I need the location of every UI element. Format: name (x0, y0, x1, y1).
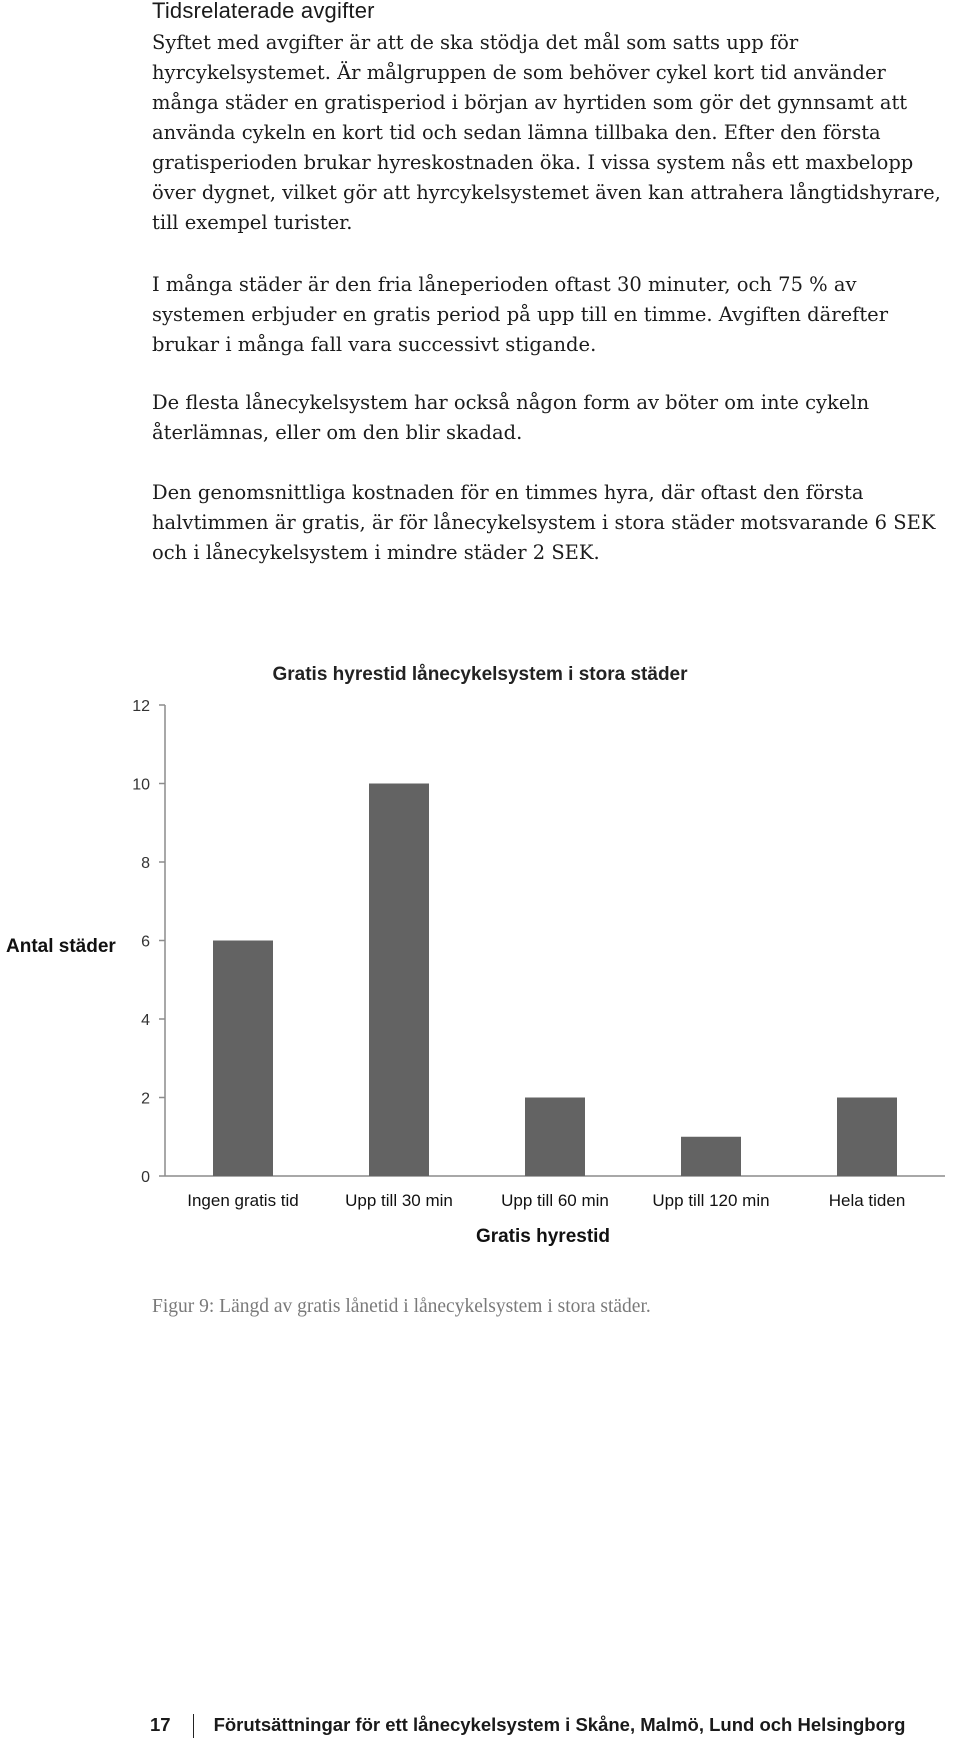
bar (369, 784, 429, 1177)
text-line: och i lånecykelsystem i mindre städer 2 SEK. (152, 541, 600, 564)
footer-title: Förutsättningar för ett lånecykelsystem i Skåne, Malmö, Lund och Helsingborg (213, 1714, 906, 1735)
text-line: halvtimmen är gratis, är för lånecykelsystem i stora städer motsvarande 6 SEK (152, 511, 936, 534)
footer-divider (193, 1714, 194, 1738)
text-line: gratisperioden brukar hyreskostnaden öka. I vissa system nås ett maxbelopp (152, 151, 914, 174)
text-line: De flesta lånecykelsystem har också någon form av böter om inte cykeln (152, 391, 870, 414)
paragraph-fee-purpose (152, 28, 960, 238)
paragraph-average-cost (152, 478, 960, 568)
x-tick-label: Upp till 30 min (345, 1191, 453, 1210)
y-axis-label: Antal städer (6, 936, 116, 957)
y-tick-label: 8 (141, 855, 150, 872)
text-line: brukar i många fall vara successivt stigande. (152, 333, 597, 356)
text-line: många städer en gratisperiod i början av hyrtiden som gör det gynnsamt att (152, 91, 908, 114)
y-tick-label: 4 (141, 1012, 150, 1029)
page-footer (150, 1714, 905, 1738)
y-tick-labels (132, 698, 165, 1186)
x-tick-label: Upp till 60 min (501, 1191, 609, 1210)
bar (837, 1098, 897, 1177)
bar (213, 941, 273, 1177)
y-tick-label: 12 (132, 698, 150, 715)
x-tick-labels (187, 1191, 905, 1210)
x-tick-label: Hela tiden (828, 1191, 906, 1210)
chart-title: Gratis hyrestid lånecykelsystem i stora städer (272, 664, 688, 685)
text-line: använda cykeln en kort tid och sedan lämna tillbaka den. Efter den första (152, 121, 881, 144)
bar (681, 1137, 741, 1176)
section-heading: Tidsrelaterade avgifter (152, 0, 375, 23)
bar-chart (0, 640, 960, 1260)
x-axis-label: Gratis hyrestid (475, 1226, 611, 1247)
page-number: 17 (150, 1714, 171, 1735)
x-tick-label: Upp till 120 min (652, 1191, 770, 1210)
y-tick-label: 10 (132, 776, 150, 794)
paragraph-fines (152, 388, 960, 448)
figure-caption: Figur 9: Längd av gratis lånetid i lånecykelsystem i stora städer. (152, 1296, 651, 1317)
text-line: Syftet med avgifter är att de ska stödja det mål som satts upp för (152, 31, 799, 54)
x-tick-label: Ingen gratis tid (187, 1191, 299, 1210)
paragraph-free-period (152, 270, 960, 360)
text-line: Den genomsnittliga kostnaden för en timmes hyra, där oftast den första (152, 481, 864, 504)
text-line: hyrcykelsystemet. Är målgruppen de som behöver cykel kort tid använder (152, 61, 886, 84)
text-line: över dygnet, vilket gör att hyrcykelsystemet även kan attrahera långtidshyrare, (152, 181, 941, 204)
text-line: systemen erbjuder en gratis period på upp till en timme. Avgiften därefter (152, 303, 889, 326)
bar (525, 1098, 585, 1177)
text-line: I många städer är den fria låneperioden oftast 30 minuter, och 75 % av (152, 273, 857, 296)
chart-bars (213, 784, 897, 1177)
y-tick-label: 0 (141, 1169, 150, 1186)
text-line: till exempel turister. (152, 211, 353, 234)
text-line: återlämnas, eller om den blir skadad. (152, 421, 523, 444)
y-tick-label: 2 (141, 1090, 150, 1108)
y-tick-label: 6 (141, 933, 150, 951)
